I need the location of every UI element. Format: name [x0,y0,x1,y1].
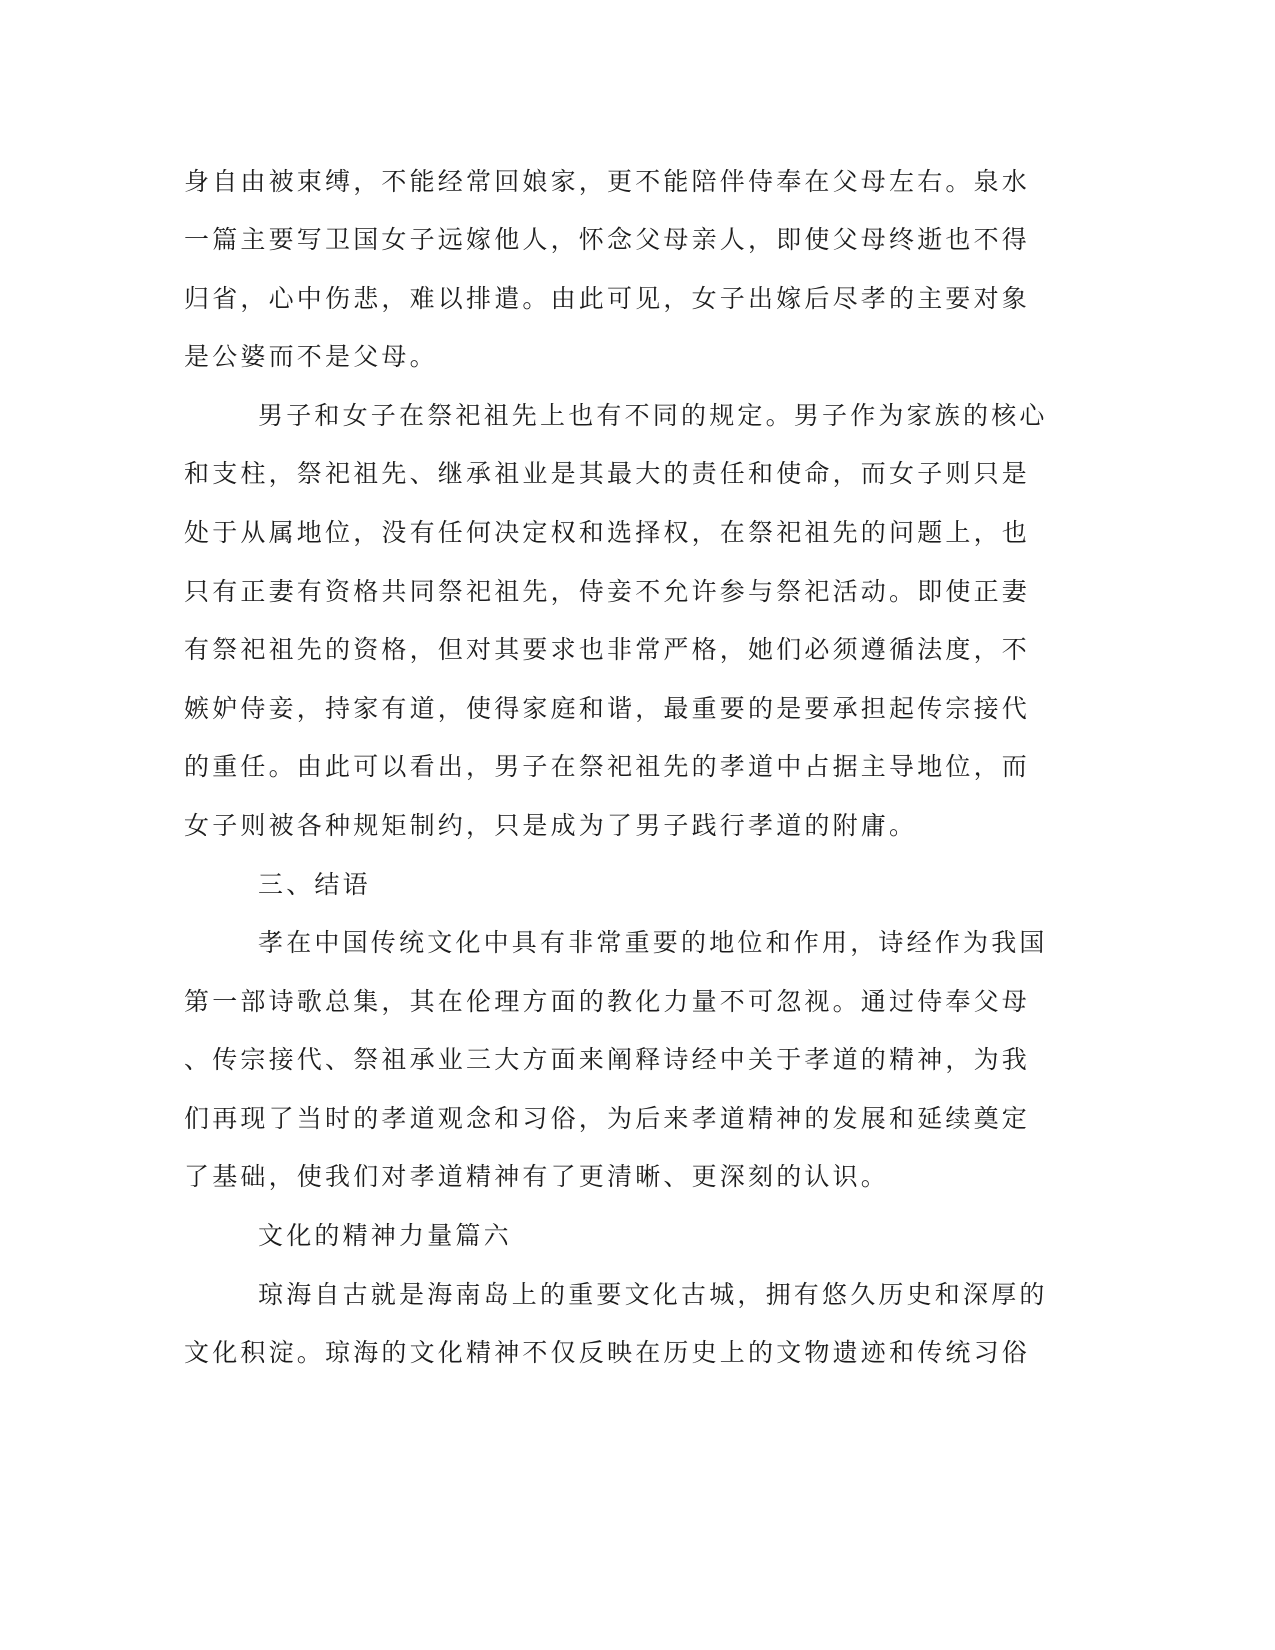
text-line: 们再现了当时的孝道观念和习俗，为后来孝道精神的发展和延续奠定 [184,1104,1031,1133]
paragraph-first-line: 琼海自古就是海南岛上的重要文化古城，拥有悠久历史和深厚的 [258,1280,1048,1309]
text-line: 嫉妒侍妾，持家有道，使得家庭和谐，最重要的是要承担起传宗接代 [184,694,1031,723]
text-line: 第一部诗歌总集，其在伦理方面的教化力量不可忽视。通过侍奉父母 [184,987,1031,1016]
text-line: 处于从属地位，没有任何决定权和选择权，在祭祀祖先的问题上，也 [184,518,1031,547]
text-line: 、传宗接代、祭祖承业三大方面来阐释诗经中关于孝道的精神，为我 [184,1045,1031,1074]
text-line: 和支柱，祭祀祖先、继承祖业是其最大的责任和使命，而女子则只是 [184,459,1031,488]
paragraph-first-line: 孝在中国传统文化中具有非常重要的地位和作用，诗经作为我国 [258,928,1048,957]
paragraph-first-line: 男子和女子在祭祀祖先上也有不同的规定。男子作为家族的核心 [258,401,1048,430]
section-heading: 三、结语 [258,870,371,899]
text-line: 一篇主要写卫国女子远嫁他人，怀念父母亲人，即使父母终逝也不得 [184,225,1031,254]
text-line: 女子则被各种规矩制约，只是成为了男子践行孝道的附庸。 [184,811,918,840]
text-line: 身自由被束缚，不能经常回娘家，更不能陪伴侍奉在父母左右。泉水 [184,167,1031,196]
text-line: 有祭祀祖先的资格，但对其要求也非常严格，她们必须遵循法度，不 [184,635,1031,664]
text-line: 是公婆而不是父母。 [184,342,438,371]
text-line: 只有正妻有资格共同祭祀祖先，侍妾不允许参与祭祀活动。即使正妻 [184,577,1031,606]
text-line: 文化积淀。琼海的文化精神不仅反映在历史上的文物遗迹和传统习俗 [184,1338,1031,1367]
section-title: 文化的精神力量篇六 [258,1221,512,1250]
text-line: 归省，心中伤悲，难以排遣。由此可见，女子出嫁后尽孝的主要对象 [184,284,1031,313]
text-line: 了基础，使我们对孝道精神有了更清晰、更深刻的认识。 [184,1162,890,1191]
text-line: 的重任。由此可以看出，男子在祭祀祖先的孝道中占据主导地位，而 [184,752,1031,781]
